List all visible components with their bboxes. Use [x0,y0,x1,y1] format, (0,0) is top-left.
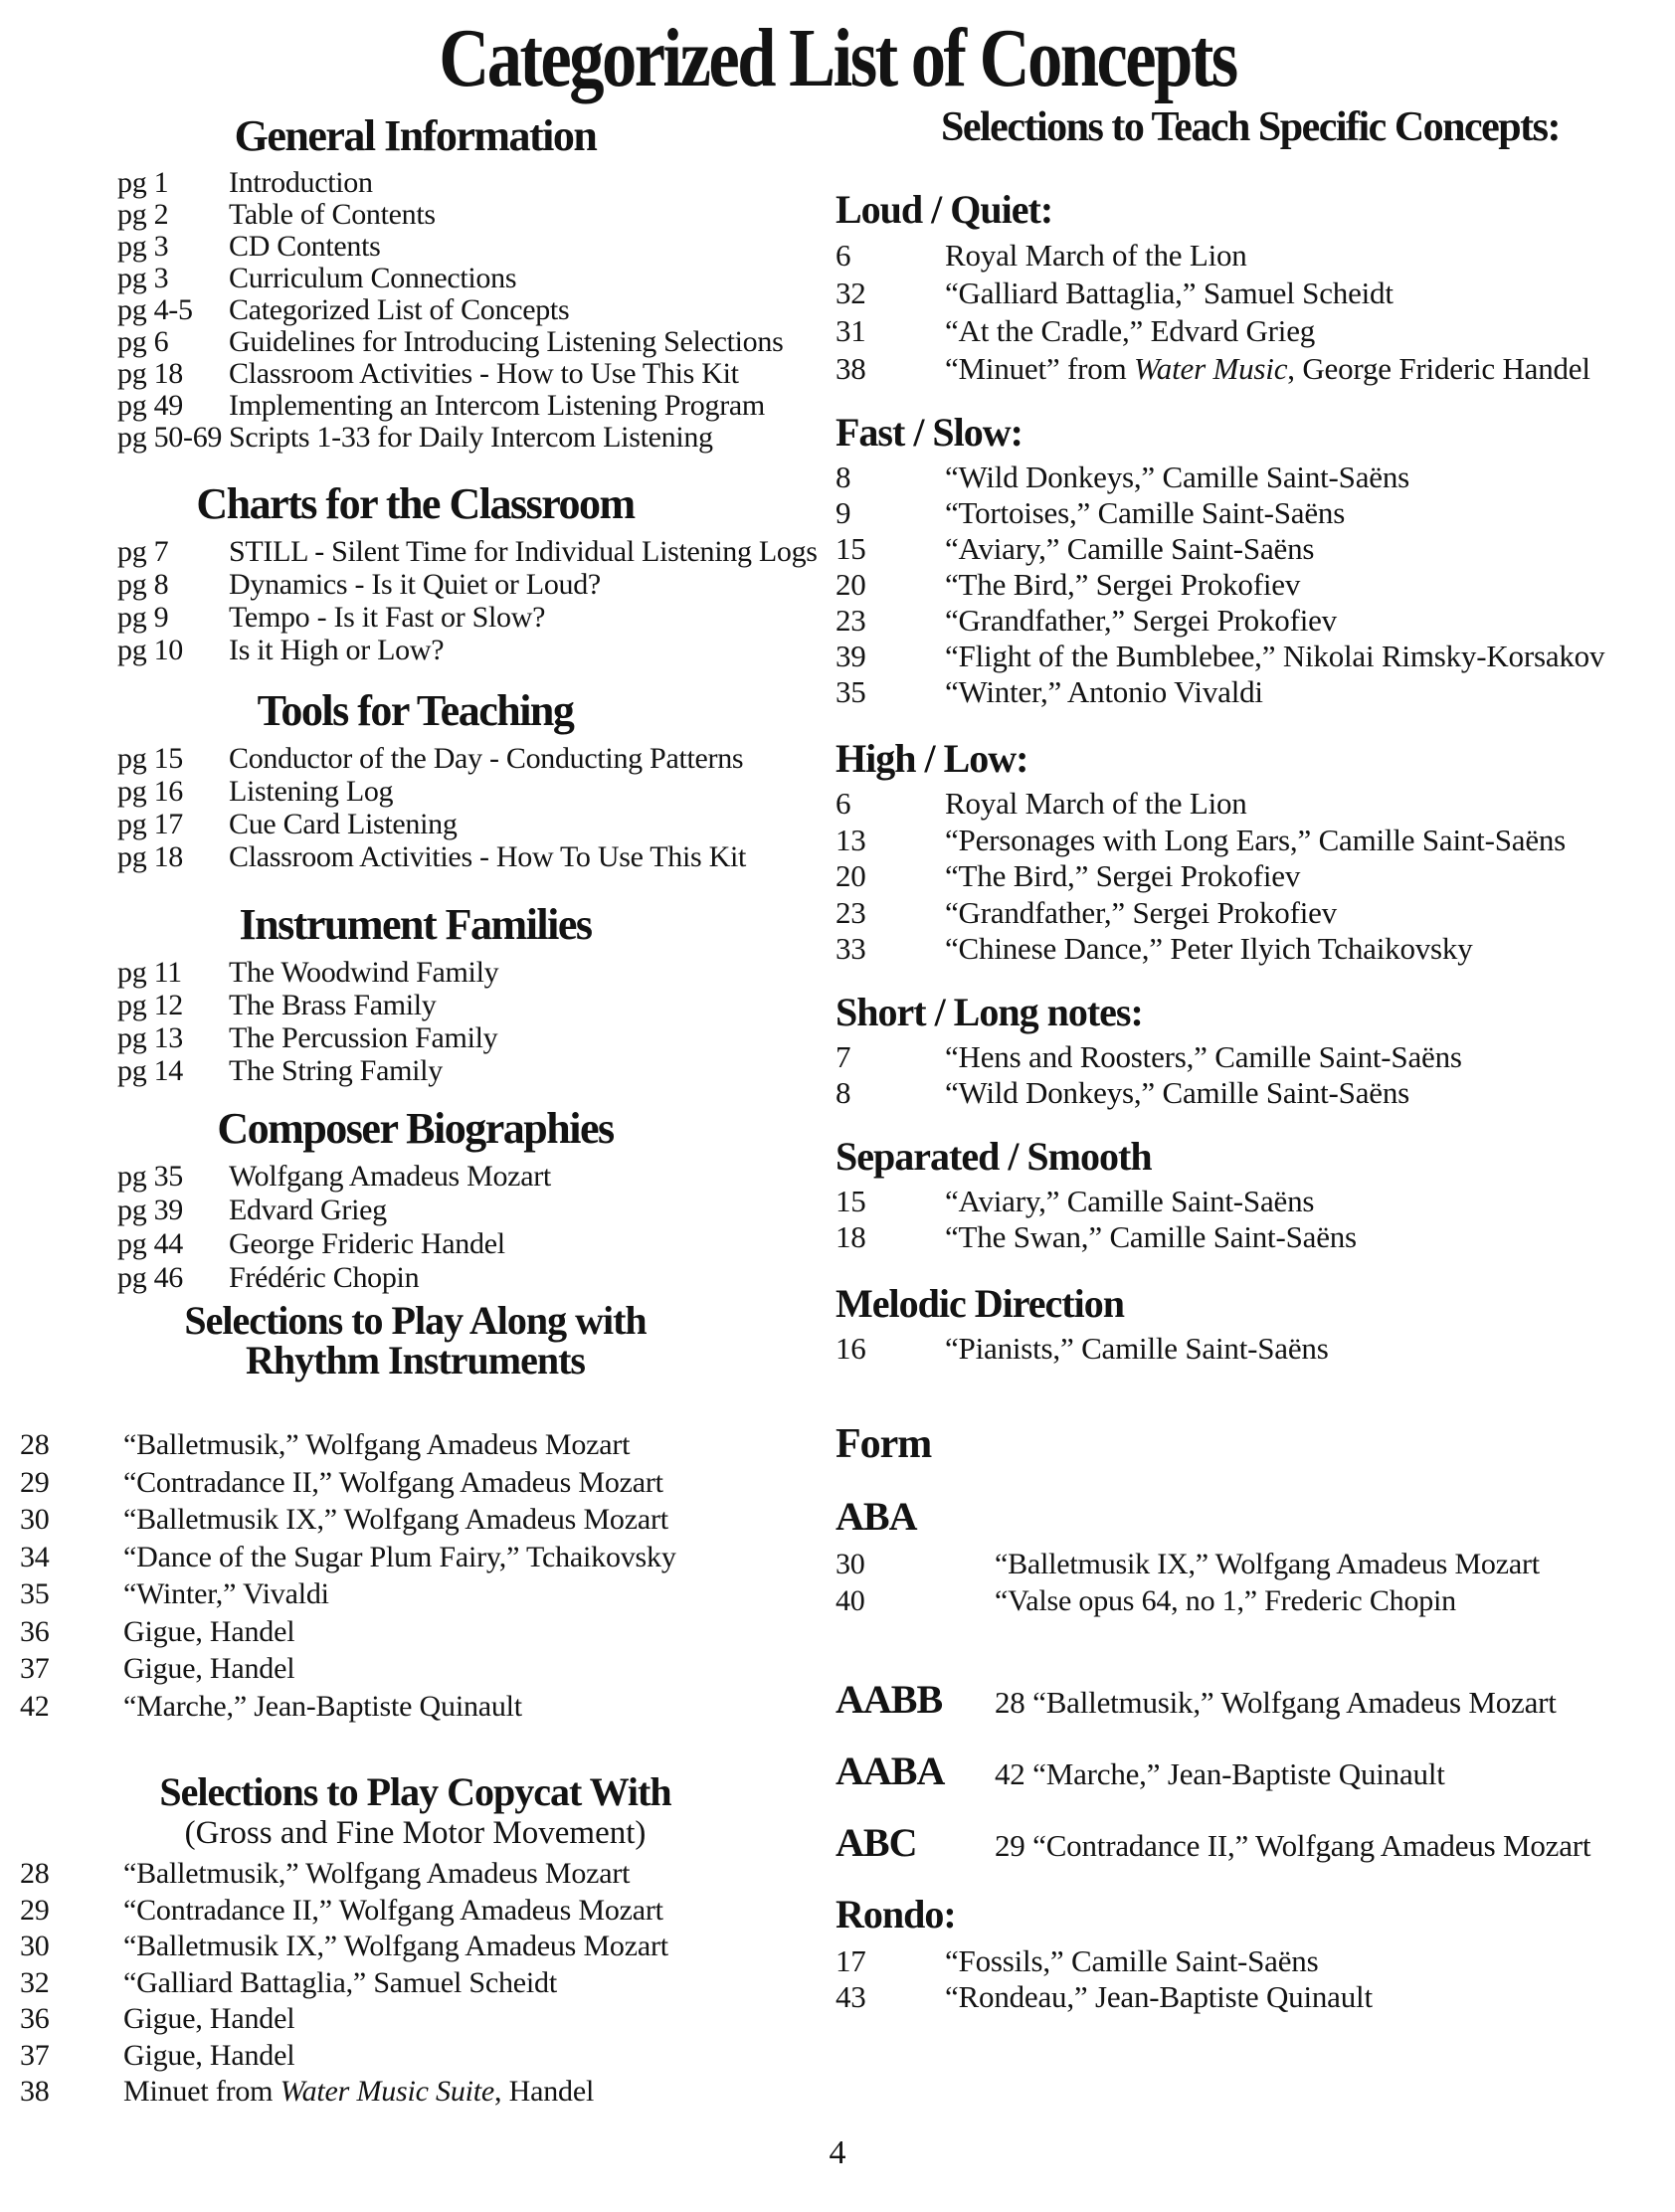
title-text: “Winter,” Vivaldi [123,1577,329,1610]
track-number: 36 [20,1614,50,1648]
selection-title [945,350,1590,388]
entry-label: Introduction [229,166,373,199]
selection-title [123,1539,676,1576]
track-number: 23 [836,894,866,930]
track-number: 18 [836,1219,866,1254]
section-fast-slow [836,410,1665,710]
selection-row [20,1965,811,2002]
selection-list [836,1546,1665,1619]
page-ref: pg 15 [117,742,184,775]
toc-row [20,1021,811,1054]
title-text: “Tortoises,” Camille Saint-Saëns [945,495,1346,530]
track-number: 35 [836,674,866,709]
title-text: “Balletmusik IX,” Wolfgang Amadeus Mozart [123,1503,668,1536]
toc-row [20,199,811,231]
form-label: ABA [836,1494,917,1539]
section-header: Composer Biographies [217,1104,614,1153]
toc-row [20,294,811,326]
title-text: “Valse opus 64, no 1,” Frederic Chopin [995,1584,1456,1617]
track-number: 30 [836,1548,865,1580]
selection-title [945,531,1314,567]
selection-list [20,1426,811,1725]
concept-header: Short / Long notes: [836,990,1143,1034]
section-play-copycat [20,1769,811,2111]
selection-row [836,823,1665,859]
track-number: 29 [20,1893,50,1927]
title-text: “Marche,” Jean-Baptiste Quinault [123,1689,522,1723]
page-ref: pg 46 [117,1261,184,1294]
page-ref: pg 4-5 [117,293,193,326]
toc-row [20,422,811,454]
entry-label: Tempo - Is it Fast or Slow? [229,601,546,634]
toc-row [20,568,811,601]
section-melodic-direction [836,1281,1665,1367]
track-number: 30 [20,1503,50,1536]
toc-row [20,742,811,775]
section-header-line2: Rhythm Instruments [246,1338,585,1382]
title-text: “Grandfather,” Sergei Prokofiev [945,894,1337,930]
toc-row [20,775,811,808]
section-header-line1: Selections to Play Along with [184,1298,647,1343]
section-charts-for-classroom [20,479,818,666]
selection-row [20,2001,811,2038]
entry-label: Frédéric Chopin [229,1261,420,1294]
selection-title [945,312,1315,350]
selection-title [123,1688,522,1726]
selection-title [945,674,1263,710]
selection-title [123,1464,663,1502]
selection-row [836,858,1665,895]
page-title: Categorized List of Concepts [439,12,1236,104]
page-ref: pg 13 [117,1021,184,1054]
selection-row [836,350,1665,388]
title-text: Royal March of the Lion [945,786,1247,821]
selection-title [995,1582,1456,1619]
toc-row [20,1227,811,1261]
toc-row [20,326,811,358]
page-ref: pg 49 [117,389,184,422]
concept-header: High / Low: [836,736,1028,781]
selection-row [20,1613,811,1651]
selection-title [123,1575,329,1613]
track-number: 31 [836,313,866,348]
selection-row [20,2038,811,2075]
section-header: Instrument Families [239,900,592,949]
selection-title [945,639,1604,674]
selection-row [836,495,1665,531]
selection-row [836,460,1665,495]
selection-title [945,823,1566,859]
page-ref: pg 7 [117,535,169,568]
selection-list [836,1331,1665,1367]
page-ref: pg 9 [117,601,169,634]
section-form-header: Form [836,1421,932,1467]
toc-row [20,1160,811,1194]
entry-label: Curriculum Connections [229,262,517,294]
selection-row [836,567,1665,603]
form-row-aaba [836,1749,1665,1794]
toc-list [20,535,818,666]
title-text: Gigue, Handel [123,1614,295,1648]
toc-row [20,167,811,199]
title-text-after: , George Frideric Handel [1287,351,1590,386]
selection-list [836,237,1665,388]
track-number: 37 [20,2038,50,2072]
selection-row [20,1856,811,1893]
track-number: 6 [836,238,851,273]
section-form-rondo [836,1892,1665,2015]
selection-row [20,1575,811,1613]
page-ref: pg 14 [117,1054,184,1087]
selection-row [20,1501,811,1539]
selection-row [836,1219,1665,1255]
selection-row [836,1979,1665,2015]
selection-title [945,603,1337,639]
title-text: “Balletmusik IX,” Wolfgang Amadeus Mozart [123,1930,668,1962]
selection-row [836,1075,1665,1111]
selection-row [836,1943,1665,1979]
entry-label: Table of Contents [229,198,436,231]
selection-row [20,1426,811,1464]
track-number: 28 [20,1857,50,1890]
title-text: Gigue, Handel [123,1652,295,1685]
selection-row [836,1546,1665,1582]
track-number: 28 [20,1428,50,1461]
toc-row [20,231,811,263]
toc-list [20,956,811,1087]
section-form-aba [836,1494,1665,1619]
title-text: “Balletmusik IX,” Wolfgang Amadeus Mozart [995,1548,1540,1580]
form-label: Rondo: [836,1892,956,1936]
selection-title [945,460,1409,495]
section-header: Charts for the Classroom [196,479,635,528]
selection-title [123,1965,557,2002]
entry-label: George Frideric Handel [229,1227,505,1260]
toc-row [20,263,811,294]
page-ref: pg 12 [117,989,184,1021]
title-text: “Galliard Battaglia,” Samuel Scheidt [123,1965,557,1999]
right-column-header: Selections to Teach Specific Concepts: [941,104,1560,150]
toc-row [20,808,811,840]
section-header: Selections to Play Copycat With [159,1769,671,1814]
selection-row [20,1464,811,1502]
selection-list [20,1856,811,2111]
selection-row [836,674,1665,710]
title-text: “Contradance II,” Wolfgang Amadeus Mozart [123,1893,663,1927]
toc-list [20,742,811,873]
selection-title [945,275,1394,312]
concept-header: Fast / Slow: [836,410,1023,455]
track-number: 39 [836,639,866,673]
title-text: “Aviary,” Camille Saint-Saëns [945,1184,1315,1218]
track-number: 7 [836,1039,851,1074]
track-number: 17 [836,1943,866,1978]
section-composer-biographies [20,1104,811,1295]
track-number: 36 [20,2002,50,2035]
title-text: “Chinese Dance,” Peter Ilyich Tchaikovsky [945,931,1473,966]
page-number: 4 [829,2134,846,2171]
title-text: “Winter,” Antonio Vivaldi [945,674,1263,709]
track-number: 30 [20,1930,50,1962]
entry-label: Is it High or Low? [229,634,445,666]
track-number: 8 [836,1075,851,1110]
title-text: “Minuet” from [945,351,1135,386]
toc-row [20,1194,811,1227]
selection-row [836,895,1665,932]
page-ref: pg 35 [117,1160,184,1193]
track-number: 16 [836,1331,866,1366]
form-row-aabb [836,1677,1665,1723]
selection-title [945,1184,1314,1219]
selection-row [836,1039,1665,1075]
entry-label: Dynamics - Is it Quiet or Loud? [229,568,601,601]
selection-title: 42 “Marche,” Jean-Baptiste Quinault [995,1756,1445,1791]
selection-list [836,1184,1665,1255]
toc-row [20,358,811,390]
selection-row [20,1539,811,1576]
page-ref: pg 18 [117,357,184,390]
selection-title [123,1929,668,1965]
selection-row [20,2074,811,2111]
selection-title [945,237,1247,275]
selection-title [123,1856,630,1893]
selection-row [836,312,1665,350]
entry-label: Edvard Grieg [229,1194,387,1226]
page-ref: pg 44 [117,1227,184,1260]
title-text: “Flight of the Bumblebee,” Nikolai Rimsky-Korsakov [945,639,1605,673]
track-number: 15 [836,1184,866,1218]
section-tools-for-teaching [20,686,811,873]
title-text: Gigue, Handel [123,2002,295,2035]
title-text: “Fossils,” Camille Saint-Saëns [945,1943,1319,1978]
form-row-abc [836,1820,1665,1866]
entry-label: The String Family [229,1054,443,1087]
title-text: “Rondeau,” Jean-Baptiste Quinault [945,1979,1373,2014]
title-italic: Water Music [1134,351,1288,386]
section-general-information [20,111,811,454]
toc-row [20,1054,811,1087]
page-ref: pg 3 [117,262,169,294]
page-ref: pg 18 [117,840,184,873]
selection-row [836,1331,1665,1367]
title-text: “Wild Donkeys,” Camille Saint-Saëns [945,460,1409,494]
title-text: “Wild Donkeys,” Camille Saint-Saëns [945,1075,1409,1110]
title-italic: Water Music Suite [279,2075,495,2108]
toc-list [20,167,811,454]
page-ref: pg 8 [117,568,169,601]
selection-list [836,460,1665,710]
selection-row [836,1582,1665,1619]
selection-row [836,786,1665,823]
track-number: 38 [836,351,866,386]
toc-row [20,634,811,666]
entry-label: Wolfgang Amadeus Mozart [229,1160,551,1193]
section-header: General Information [234,111,597,160]
track-number: 20 [836,858,866,893]
selection-title [945,1331,1329,1367]
selection-row [836,1184,1665,1219]
title-text: “Grandfather,” Sergei Prokofiev [945,603,1337,638]
title-text: “Aviary,” Camille Saint-Saëns [945,531,1315,566]
page-ref: pg 16 [117,775,184,808]
concept-header: Melodic Direction [836,1281,1124,1326]
entry-label: Classroom Activities - How to Use This Kit [229,357,739,390]
selection-title [945,1039,1462,1075]
track-number: 29 [20,1465,50,1499]
title-text: “Galliard Battaglia,” Samuel Scheidt [945,276,1394,310]
page-ref: pg 39 [117,1194,184,1226]
section-separated-smooth [836,1134,1665,1255]
track-number: 23 [836,603,866,638]
track-number: 20 [836,567,866,602]
track-number: 37 [20,1652,50,1685]
toc-list [20,1160,811,1295]
toc-row [20,390,811,422]
page-ref: pg 50-69 [117,421,223,454]
selection-title [945,895,1337,932]
section-subheader: (Gross and Fine Motor Movement) [184,1815,647,1851]
selection-list [836,1943,1665,2015]
selection-row [20,1650,811,1688]
page-ref: pg 1 [117,166,169,199]
track-number: 32 [20,1965,50,1999]
page-ref: pg 11 [117,956,182,989]
entry-label: The Brass Family [229,989,437,1021]
toc-row [20,1261,811,1295]
selection-title [945,567,1300,603]
title-text: “The Bird,” Sergei Prokofiev [945,858,1301,893]
track-number: 35 [20,1577,50,1610]
selection-list [836,786,1665,968]
page-ref: pg 3 [117,230,169,263]
title-text: Gigue, Handel [123,2038,295,2072]
title-text: “Dance of the Sugar Plum Fairy,” Tchaikovsky [123,1540,676,1573]
entry-label: STILL - Silent Time for Individual Listening Logs [229,535,818,568]
selection-row [836,275,1665,312]
selection-title: 28 “Balletmusik,” Wolfgang Amadeus Mozart [995,1685,1557,1720]
selection-row [836,931,1665,968]
selection-title [123,1650,294,1688]
form-label: AABA [836,1749,945,1793]
track-number: 42 [20,1689,50,1723]
section-header: Tools for Teaching [257,686,574,735]
selection-title [945,1943,1318,1979]
selection-row [20,1929,811,1965]
selection-title [123,1426,630,1464]
track-number: 40 [836,1584,865,1617]
track-number: 43 [836,1979,866,2014]
selection-list [836,1039,1665,1111]
selection-title [995,1546,1540,1582]
concept-header: Loud / Quiet: [836,187,1053,232]
track-number: 32 [836,276,866,310]
entry-label: Implementing an Intercom Listening Program [229,389,765,422]
selection-title [945,858,1300,895]
selection-title [123,1893,663,1930]
selection-row [836,639,1665,674]
selection-row [836,531,1665,567]
selection-title [123,2074,594,2111]
track-number: 9 [836,495,851,530]
entry-label: Classroom Activities - How To Use This Kit [229,840,747,873]
concept-header: Separated / Smooth [836,1134,1152,1179]
toc-row [20,989,811,1021]
page-ref: pg 6 [117,325,169,358]
entry-label: Listening Log [229,775,394,808]
selection-title [123,2038,294,2075]
section-loud-quiet [836,187,1665,388]
selection-title: 29 “Contradance II,” Wolfgang Amadeus Mozart [995,1828,1591,1863]
section-high-low [836,736,1665,968]
section-instrument-families [20,900,811,1087]
selection-row [20,1893,811,1930]
selection-title [945,1075,1409,1111]
selection-title [123,1613,294,1651]
selection-row [836,237,1665,275]
title-text: Royal March of the Lion [945,238,1247,273]
section-short-long-notes [836,990,1665,1111]
selection-row [20,1688,811,1726]
selection-row [836,603,1665,639]
entry-label: CD Contents [229,230,381,263]
toc-row [20,601,811,634]
track-number: 33 [836,931,866,966]
form-label: ABC [836,1820,917,1865]
track-number: 15 [836,531,866,566]
track-number: 6 [836,786,851,821]
title-text: “The Bird,” Sergei Prokofiev [945,567,1301,602]
title-text: “Pianists,” Camille Saint-Saëns [945,1331,1329,1366]
toc-row [20,840,811,873]
title-text: “Balletmusik,” Wolfgang Amadeus Mozart [123,1428,631,1461]
page-ref: pg 2 [117,198,169,231]
toc-row [20,535,818,568]
entry-label: Conductor of the Day - Conducting Patterns [229,742,744,775]
entry-label: Guidelines for Introducing Listening Selections [229,325,784,358]
entry-label: The Percussion Family [229,1021,498,1054]
title-text: “Personages with Long Ears,” Camille Saint-Saëns [945,822,1567,857]
selection-title [945,495,1345,531]
entry-label: The Woodwind Family [229,956,499,989]
selection-title [945,931,1473,968]
title-text: “Hens and Roosters,” Camille Saint-Saëns [945,1039,1462,1074]
page-ref: pg 10 [117,634,184,666]
title-text: “The Swan,” Camille Saint-Saëns [945,1219,1357,1254]
selection-title [945,786,1247,823]
title-text-after: , Handel [494,2075,595,2108]
toc-row [20,956,811,989]
track-number: 34 [20,1540,50,1573]
selection-title [123,1501,668,1539]
selection-title [945,1979,1373,2015]
page-ref: pg 17 [117,808,184,840]
entry-label: Categorized List of Concepts [229,293,570,326]
track-number: 8 [836,460,851,494]
selection-title [123,2001,294,2038]
title-text: “Balletmusik,” Wolfgang Amadeus Mozart [123,1857,631,1890]
title-text: Minuet from [123,2075,280,2108]
entry-label: Scripts 1-33 for Daily Intercom Listening [229,421,713,454]
track-number: 13 [836,822,866,857]
title-text: “Contradance II,” Wolfgang Amadeus Mozart [123,1465,663,1499]
entry-label: Cue Card Listening [229,808,458,840]
track-number: 38 [20,2075,50,2108]
form-label: AABB [836,1677,943,1722]
title-text: “At the Cradle,” Edvard Grieg [945,313,1316,348]
selection-title [945,1219,1357,1255]
section-play-along [20,1298,811,1725]
